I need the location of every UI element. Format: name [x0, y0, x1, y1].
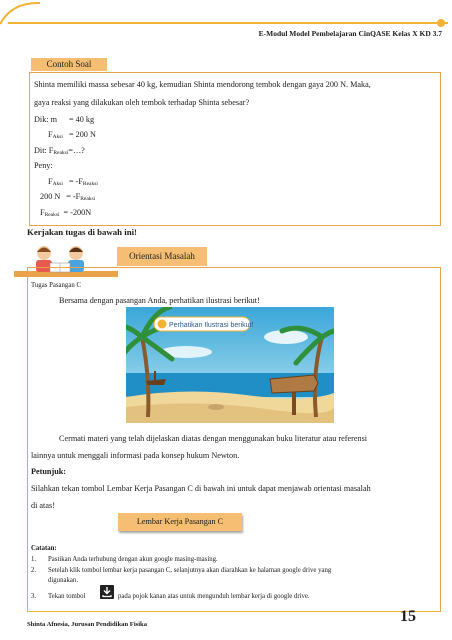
instruction-heading: Kerjakan tugas di bawah ini! [27, 227, 137, 237]
page-number: 15 [400, 608, 416, 625]
intro-text: Bersama dengan pasangan Anda, perhatikan ilustrasi berikut! [59, 296, 260, 305]
example-tag: Contoh Soal [31, 58, 107, 71]
download-icon [100, 585, 114, 599]
asked: Dit: $F_{Reaksi}=\dots$? [34, 146, 85, 156]
note-2-line-2: digunakan. [48, 577, 79, 584]
beach-illustration [126, 307, 334, 423]
known-force: $F_{Aksi} = 200$ N [48, 130, 96, 140]
equation-1: $F_{Aksi} = -F_{Reaksi}$ [48, 177, 98, 187]
paragraph-1-line-2: lainnya untuk menggali informasi pada konsep hukum Newton. [31, 451, 240, 460]
task-label: Tugas Pasangan C [31, 282, 81, 289]
module-title: E-Modul Model Pembelajaran CinQASE Kelas X KD 3.7 [258, 29, 442, 38]
paragraph-1-line-1: Cermati materi yang telah dijelaskan diatas dengan menggunakan buku literatur atau referensi [59, 434, 368, 443]
note-2-number: 2. [31, 567, 37, 574]
header-dot [437, 19, 445, 27]
note-2-line-1: Setelah klik tombol lembar kerja pasangan C, selanjutnya akan diarahkan ke halaman google drive yang [48, 567, 332, 574]
solution-label: Peny: [34, 161, 53, 170]
section-tag: Orientasi Masalah [117, 247, 207, 266]
equation-3: $F_{Reaksi} = -200N$ [40, 208, 92, 218]
known-mass: Dik: m = 40 kg [34, 115, 95, 124]
problem-line-2: gaya reaksi yang dilakukan oleh tembok terhadap Shinta sebesar? [34, 98, 250, 107]
illustration-caption: Perhatikan Ilustrasi berikut! [169, 322, 254, 329]
note-3-number: 3. [31, 593, 37, 600]
header-decoration [0, 0, 40, 30]
paragraph-2-line-2: di atas! [31, 501, 55, 510]
note-1-number: 1. [31, 556, 37, 563]
beach-scene-image [126, 307, 334, 423]
note-3-suffix: pada pojok kanan atas untuk mengunduh lembar kerja di google drive. [118, 593, 310, 600]
footer-rule [27, 611, 439, 612]
problem-line-1: Shinta memiliki massa sebesar 40 kg, kemudian Shinta mendorong tembok dengan gaya 200 N. Maka, [34, 80, 371, 89]
example-box [29, 72, 441, 226]
footer-author: Shinta Afnesia, Jurusan Pendidikan Fisika [27, 621, 148, 628]
header-rule [8, 22, 448, 24]
paragraph-2-line-1: Silahkan tekan tombol Lembar Kerja Pasangan C di bawah ini untuk dapat menjawab orientasi masalah [31, 484, 371, 493]
petunjuk-heading: Petunjuk: [31, 467, 67, 476]
equation-2: 200 $N = -F_{Reaksi}$ [40, 192, 96, 202]
worksheet-button[interactable]: Lembar Kerja Pasangan C [118, 513, 242, 531]
note-3-prefix: Tekan tombol [48, 593, 86, 600]
notes-title: Catatan: [31, 545, 57, 552]
note-1: Pastikan Anda terhubung dengan akun google masing-masing. [48, 556, 218, 563]
